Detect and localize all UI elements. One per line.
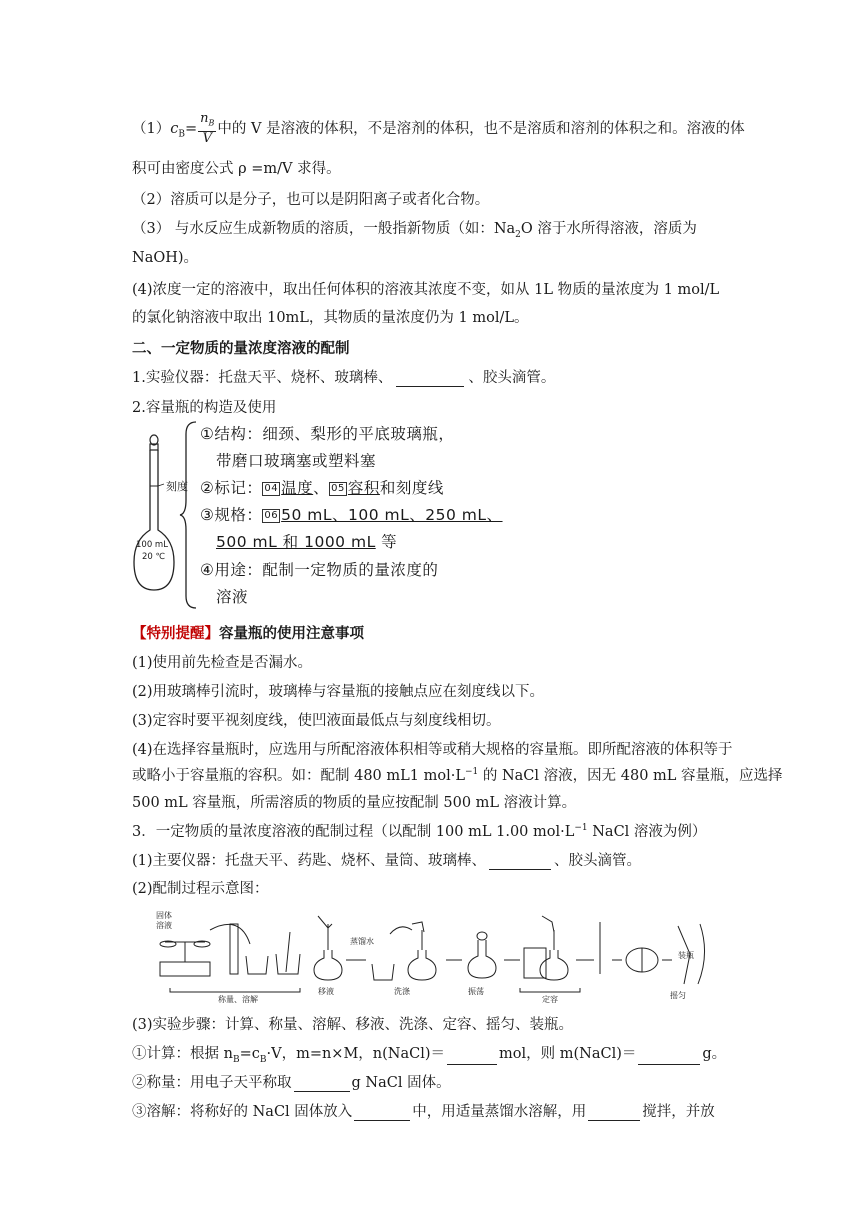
- flask-specs-cont: 500 mL 和 1000 mL 等: [216, 533, 398, 551]
- step-shake: 摇匀: [670, 991, 686, 1000]
- label-solution: 溶液: [156, 921, 172, 930]
- flask-structure-cont: 带磨口玻璃塞或塑料塞: [216, 452, 377, 470]
- step-dissolve: ③溶解：将称好的 NaCl 固体放入 中，用适量蒸馏水溶解，用 搅拌，并放: [132, 1104, 715, 1120]
- tip-1: (1)使用前先检查是否漏水。: [132, 655, 313, 671]
- tip-2: (2)用玻璃棒引流时，玻璃棒与容量瓶的接触点应在刻度线以下。: [132, 684, 545, 700]
- preparation-process-diagram: [150, 904, 710, 1004]
- flask-temp-label: 20 ℃: [142, 552, 166, 562]
- experiment-steps: (3)实验步骤：计算、称量、溶解、移液、洗涤、定容、摇匀、装瓶。: [132, 1017, 574, 1033]
- paragraph-3-line-1: （3） 与水反应生成新物质的溶质，一般指新物质（如：$Na_2O$ 溶于水所得溶液，溶质为: [132, 221, 697, 240]
- step-weigh-dissolve: 称量、溶解: [218, 995, 258, 1004]
- special-tip-heading: 【特别提醒】容量瓶的使用注意事项: [132, 626, 364, 642]
- process-illustration: [150, 904, 710, 1004]
- label-solid: 固体: [156, 911, 172, 920]
- curly-brace: [178, 420, 200, 610]
- paragraph-4-line-2: 的氯化钠溶液中取出 10mL，其物质的量浓度仍为 1 mol/L。: [132, 310, 529, 326]
- step-calculate: ①计算：根据 $n_B=c_B\cdot V$，m=n×M，n(NaCl)＝ mol，则 m(NaCl)＝ g。: [132, 1046, 727, 1065]
- flask-specs: ③规格： 06 50 mL、100 mL、250 mL、: [200, 506, 503, 524]
- answer-blank: [588, 1104, 640, 1121]
- paragraph-1-line-2: 积可由密度公式 ρ =m/V 求得。: [132, 161, 341, 177]
- label-bottle: 装瓶: [678, 951, 694, 960]
- main-instruments: (1)主要仪器：托盘天平、药匙、烧杯、量筒、玻璃棒、 、胶头滴管。: [132, 853, 642, 869]
- answer-blank: [294, 1075, 350, 1092]
- step-weigh: ②称量：用电子天平称取 g NaCl 固体。: [132, 1075, 451, 1091]
- tip-4-line-3: 500 mL 容量瓶，所需溶质的物质的量应按配制 500 mL 溶液计算。: [132, 795, 577, 811]
- answer-blank: [638, 1048, 700, 1065]
- flask-usage-cont: 溶液: [216, 588, 249, 606]
- step-transfer: 移液: [318, 987, 334, 996]
- process-diagram-label: (2)配制过程示意图：: [132, 881, 269, 897]
- volumetric-flask-figure: [132, 418, 503, 610]
- flask-structure: ①结构：细颈、梨形的平底玻璃瓶，: [200, 425, 455, 443]
- paragraph-4-line-1: (4)浓度一定的溶液中，取出任何体积的溶液其浓度不变，如从 1L 物质的量浓度为 1 mol/L: [132, 282, 720, 298]
- flask-heading: 2.容量瓶的构造及使用: [132, 400, 277, 416]
- paragraph-1-line-1: $(1)c_B=$ $\frac{n_B}{V}$ 中的 V 是溶液的体积，不是溶剂的体积，也不是溶质和溶剂的体积之和。溶液的体: [132, 111, 745, 146]
- paragraph-3-line-2: NaOH)。: [132, 250, 199, 266]
- paragraph-2: （2）溶质可以是分子，也可以是阴阳离子或者化合物。: [132, 192, 490, 208]
- step-swirl: 振荡: [468, 987, 484, 996]
- instruments-line: 1.实验仪器：托盘天平、烧杯、玻璃棒、 、胶头滴管。: [132, 370, 556, 386]
- tip-3: (3)定容时要平视刻度线，使凹液面最低点与刻度线相切。: [132, 713, 501, 729]
- flask-mark-label: 刻度: [166, 480, 188, 493]
- tip-4-line-2: 或略小于容量瓶的容积。如：配制 480 mL1 $mol\cdot L^{-1}$ 的 NaCl 溶液，因无 480 mL 容量瓶，应选择: [132, 767, 783, 784]
- answer-blank: [354, 1104, 410, 1121]
- step-make-volume: 定容: [542, 995, 558, 1004]
- concentration-fraction: $\frac{n_B}{V}$: [200, 111, 215, 146]
- answer-blank: [447, 1048, 497, 1065]
- process-heading: 3．一定物质的量浓度溶液的配制过程（以配制 100 mL 1.00 $mol\cdot L^{-1}$ NaCl 溶液为例）: [132, 823, 707, 840]
- answer-blank: [396, 370, 464, 387]
- tip-4-line-1: (4)在选择容量瓶时，应选用与所配溶液体积相等或稍大规格的容量瓶。即所配溶液的体积等于: [132, 742, 733, 758]
- label-distilled-water: 蒸馏水: [350, 937, 374, 946]
- flask-marking: ②标记： 04 温度、 05 容积和刻度线: [200, 479, 444, 497]
- section-heading-2: 二、一定物质的量浓度溶液的配制: [132, 341, 350, 357]
- answer-blank: [489, 853, 551, 870]
- flask-volume-label: 100 mL: [136, 540, 168, 550]
- step-wash: 洗涤: [394, 987, 410, 996]
- flask-usage: ④用途：配制一定物质的量浓度的: [200, 561, 439, 579]
